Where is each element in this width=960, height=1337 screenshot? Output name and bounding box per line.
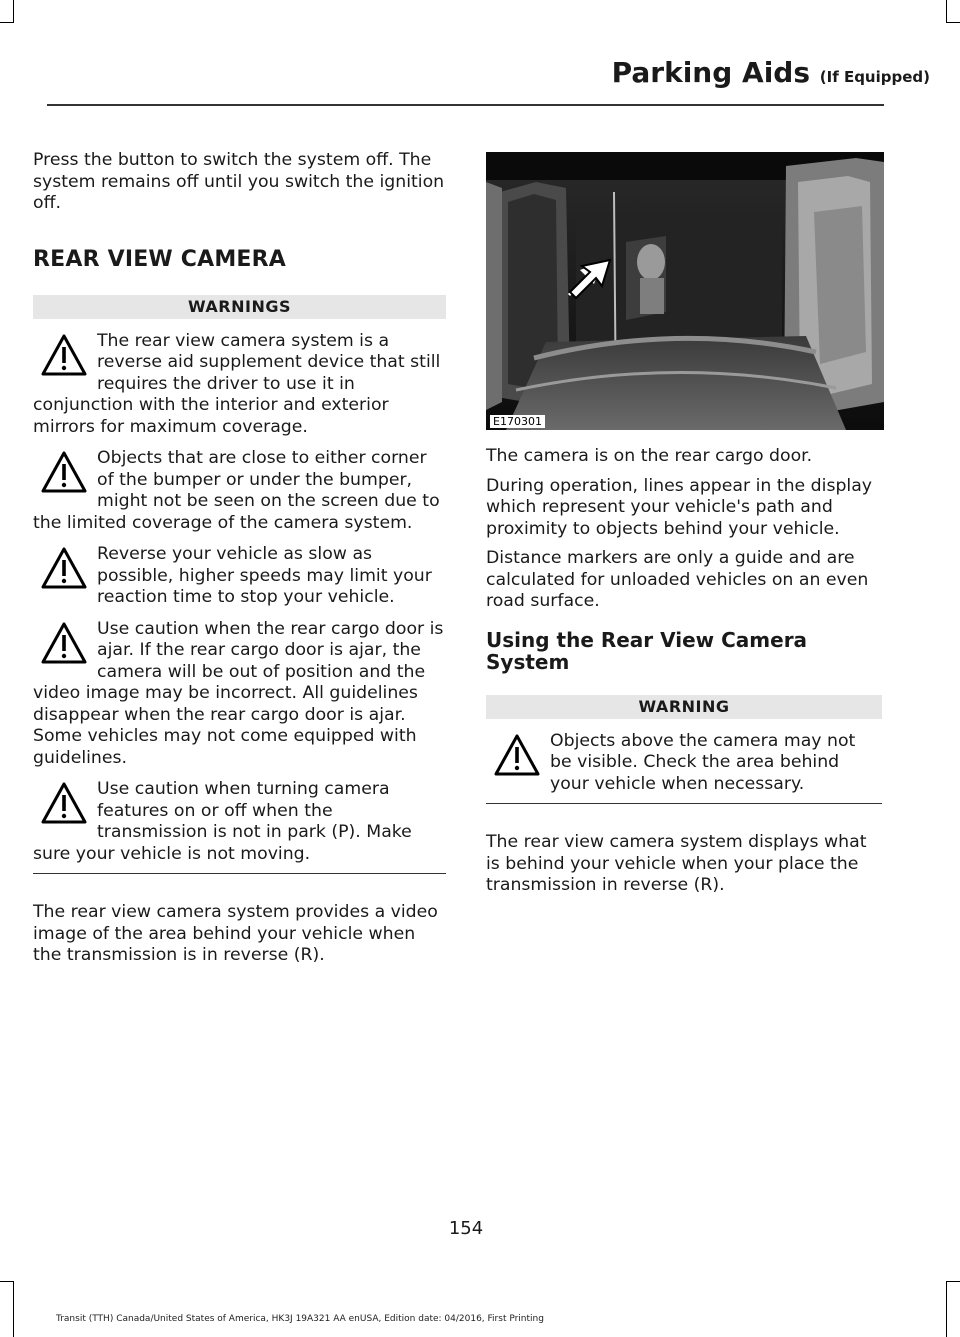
guidelines-paragraph: During operation, lines appear in the display which represent your vehicle's path and proximity to objects behind your vehicle. (486, 475, 873, 539)
warning-item (33, 619, 446, 770)
figure-id: E170301 (490, 415, 545, 428)
warnings-header: WARNINGS (33, 295, 446, 319)
chapter-subtitle: (If Equipped) (819, 68, 930, 86)
right-column (486, 446, 882, 897)
crop-mark (13, 0, 14, 22)
warning-item (33, 448, 446, 534)
warning-item (33, 544, 446, 609)
warning-text: Reverse your vehicle as slow as possible, higher speeds may limit your reaction time to stop your vehicle. (97, 544, 432, 607)
distance-markers-paragraph: Distance markers are only a guide and are calculated for unloaded vehicles on an even road surface. (486, 548, 869, 611)
warning-header: WARNING (486, 695, 882, 719)
warning-triangle-icon (41, 450, 87, 494)
warning-text: Use caution when turning camera features on or off when the transmission is not in park (P). Make sure your vehicle is not moving. (33, 779, 412, 864)
warning-item (33, 779, 446, 865)
page-number: 154 (448, 1218, 484, 1239)
crop-mark (0, 1281, 14, 1282)
outro-paragraph: The rear view camera system provides a video image of the area behind your vehicle when the transmission is in reverse (R). (33, 902, 438, 965)
displays-paragraph: The rear view camera system displays what is behind your vehicle when your place the transmission in reverse (R). (486, 832, 867, 895)
header-divider (47, 104, 884, 106)
crop-mark (946, 0, 947, 22)
warning-text: Use caution when the rear cargo door is ajar. If the rear cargo door is ajar, the camera will be out of position and the video image may be incorrect. All guidelines disappear when the rear cargo door is ajar. Some vehicles may not come equipped with guidelines. (33, 618, 444, 768)
camera-view-image (486, 152, 884, 430)
crop-mark (946, 22, 960, 23)
crop-mark (946, 1281, 960, 1282)
crop-mark (946, 1281, 947, 1337)
warning-text: Objects that are close to either corner of the bumper or under the bumper, might not be seen on the screen due to the limited coverage of the camera system. (33, 448, 440, 533)
warning-item (33, 331, 446, 439)
warning-end-rule (486, 803, 882, 804)
camera-scene-illustration (486, 152, 884, 430)
warning-triangle-icon (41, 781, 87, 825)
subsection-title: Using the Rear View Camera System (486, 627, 808, 674)
warning-item (486, 731, 882, 796)
chapter-title: Parking Aids (611, 56, 811, 89)
section-title: REAR VIEW CAMERA (33, 246, 287, 272)
warnings-end-rule (33, 873, 446, 874)
warning-text: The rear view camera system is a reverse aid supplement device that still requires the driver to use it in conjunction with the interior and exterior mirrors for maximum coverage. (33, 330, 441, 437)
warning-triangle-icon (494, 733, 540, 777)
warning-triangle-icon (41, 333, 87, 377)
crop-mark (0, 22, 14, 23)
warning-triangle-icon (41, 546, 87, 590)
left-column (33, 150, 446, 967)
page-title (0, 56, 930, 94)
crop-mark (13, 1281, 14, 1337)
warning-text: Objects above the camera may not be visible. Check the area behind your vehicle when necessary. (550, 730, 856, 794)
camera-location-paragraph: The camera is on the rear cargo door. (486, 446, 813, 466)
intro-paragraph: Press the button to switch the system off. The system remains off until you switch the ignition off. (33, 150, 445, 213)
footer-text: Transit (TTH) Canada/United States of America, HK3J 19A321 AA enUSA, Edition date: 04/2016, First Printing (56, 1314, 544, 1324)
warning-triangle-icon (41, 621, 87, 665)
